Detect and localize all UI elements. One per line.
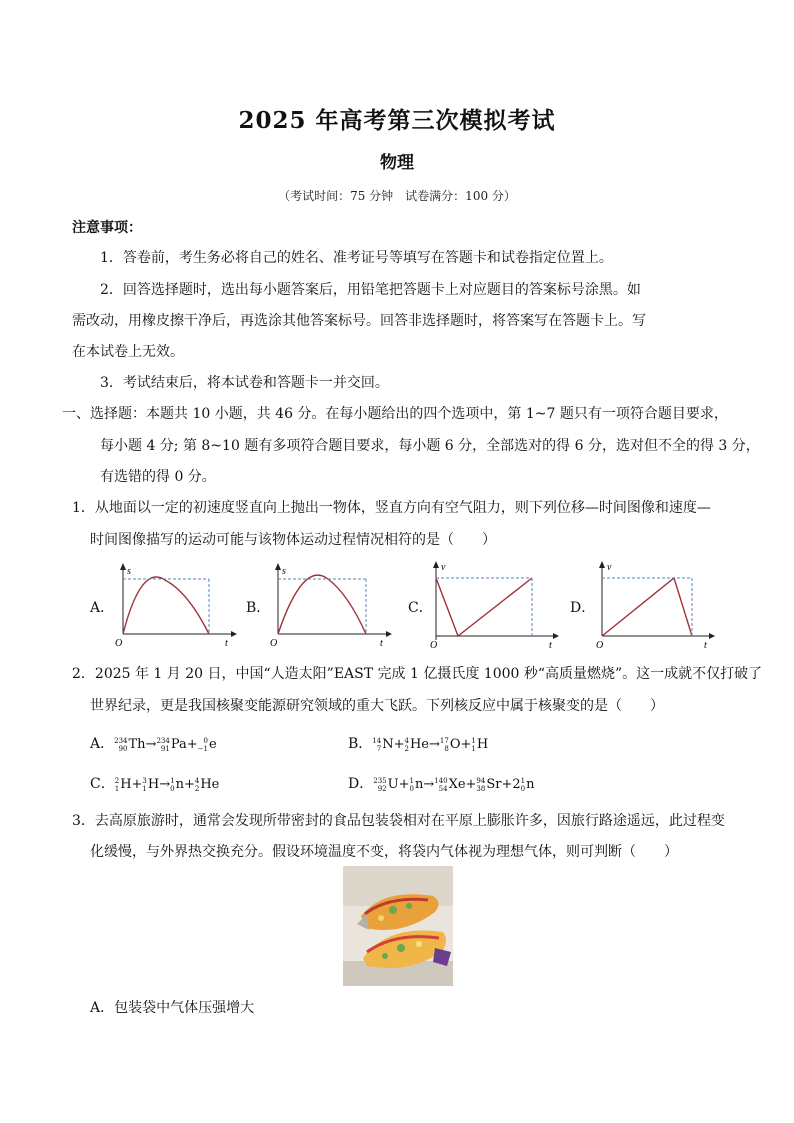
q1-graph-a	[113, 562, 238, 647]
q2-option-b-label: B．	[348, 736, 373, 752]
origin-label: O	[115, 638, 123, 647]
q1-option-a-label[interactable]: A．	[90, 600, 115, 616]
origin-label: O	[270, 638, 278, 647]
section-heading: 每小题 4 分; 第 8~10 题有多项符合题目要求，每小题 6 分，全部选对的得 6 分，选对但不全的得 3 分，	[100, 438, 760, 454]
q2-option-c[interactable]	[90, 773, 219, 793]
q2-option-d-label: D．	[348, 776, 374, 792]
q1-option-c-label[interactable]: C．	[408, 600, 433, 616]
origin-label: O	[430, 640, 438, 650]
question-3-text: 化缓慢，与外界热交换充分。假设环境温度不变，将袋内气体视为理想气体，则可判断（ ）	[90, 844, 678, 860]
question-1-text: 时间图像描写的运动可能与该物体运动过程情况相符的是（ ）	[90, 532, 496, 548]
axis-label-s: s	[282, 566, 286, 577]
question-3-text: 3．去高原旅游时，通常会发现所带密封的食品包装袋相对在平原上膨胀许多，因旅行路途遥远，此过程变	[72, 813, 725, 829]
subject-title: 物理	[380, 153, 414, 173]
axis-label-s: s	[127, 566, 131, 577]
q2-option-a[interactable]	[90, 733, 217, 753]
notes-heading: 注意事项：	[72, 220, 142, 236]
axis-label-v: v	[607, 562, 612, 573]
note-item: 1．答卷前，考生务必将自己的姓名、准考证号等填写在答题卡和试卷指定位置上。	[100, 250, 613, 266]
axis-label-t: t	[549, 640, 552, 650]
question-2-text: 世界纪录，更是我国核聚变能源研究领域的重大飞跃。下列核反应中属于核聚变的是（ ）	[90, 698, 664, 714]
formula-c: 2 1H+3 1H→1 0n+4 2He	[114, 776, 220, 793]
q2-option-a-label: A．	[90, 736, 115, 752]
q1-option-d-label[interactable]: D．	[570, 600, 596, 616]
page-title: 2025 年高考第三次模拟考试	[238, 107, 556, 134]
q1-graph-d	[594, 560, 719, 650]
axis-label-t: t	[704, 640, 707, 650]
formula-a: 234 90Th→234 91Pa+ 0 −1e	[114, 736, 217, 753]
section-heading: 一、选择题：本题共 10 小题，共 46 分。在每小题给出的四个选项中，第 1~7 题只有一项符合题目要求，	[62, 406, 728, 422]
q1-option-b-label[interactable]: B．	[246, 600, 271, 616]
q2-option-d[interactable]	[348, 773, 534, 793]
axis-label-v: v	[441, 562, 446, 573]
q1-graph-b	[268, 562, 393, 647]
q2-option-b[interactable]	[348, 733, 488, 753]
exam-meta: （考试时间：75 分钟 试卷满分：100 分）	[278, 189, 516, 203]
formula-b: 14 7N+4 2He→17 8O+1 1H	[372, 736, 489, 753]
note-item: 2．回答选择题时，选出每小题答案后，用铅笔把答题卡上对应题目的答案标号涂黑。如	[100, 282, 641, 298]
q2-option-c-label: C．	[90, 776, 115, 792]
axis-label-t: t	[225, 638, 228, 647]
section-heading: 有选错的得 0 分。	[100, 469, 216, 485]
food-bag-photo	[343, 866, 453, 986]
axis-label-t: t	[380, 638, 383, 647]
question-2-text: 2．2025 年 1 月 20 日，中国“人造太阳”EAST 完成 1 亿摄氏度 1000 秒“高质量燃烧”。这一成就不仅打破了	[72, 666, 763, 682]
note-item: 在本试卷上无效。	[72, 344, 184, 360]
note-item: 3．考试结束后，将本试卷和答题卡一并交回。	[100, 375, 389, 391]
formula-d: 235 92U+1 0n→140 54Xe+94 38Sr+21 0n	[373, 776, 535, 793]
note-item: 需改动，用橡皮擦干净后，再选涂其他答案标号。回答非选择题时，将答案写在答题卡上。写	[72, 313, 646, 329]
question-1-text: 1．从地面以一定的初速度竖直向上抛出一物体，竖直方向有空气阻力，则下列位移—时间图像和速度—	[72, 500, 711, 516]
q3-option-a[interactable]: A．包装袋中气体压强增大	[90, 1000, 255, 1016]
origin-label: O	[596, 640, 604, 650]
q1-graph-c	[428, 560, 563, 650]
